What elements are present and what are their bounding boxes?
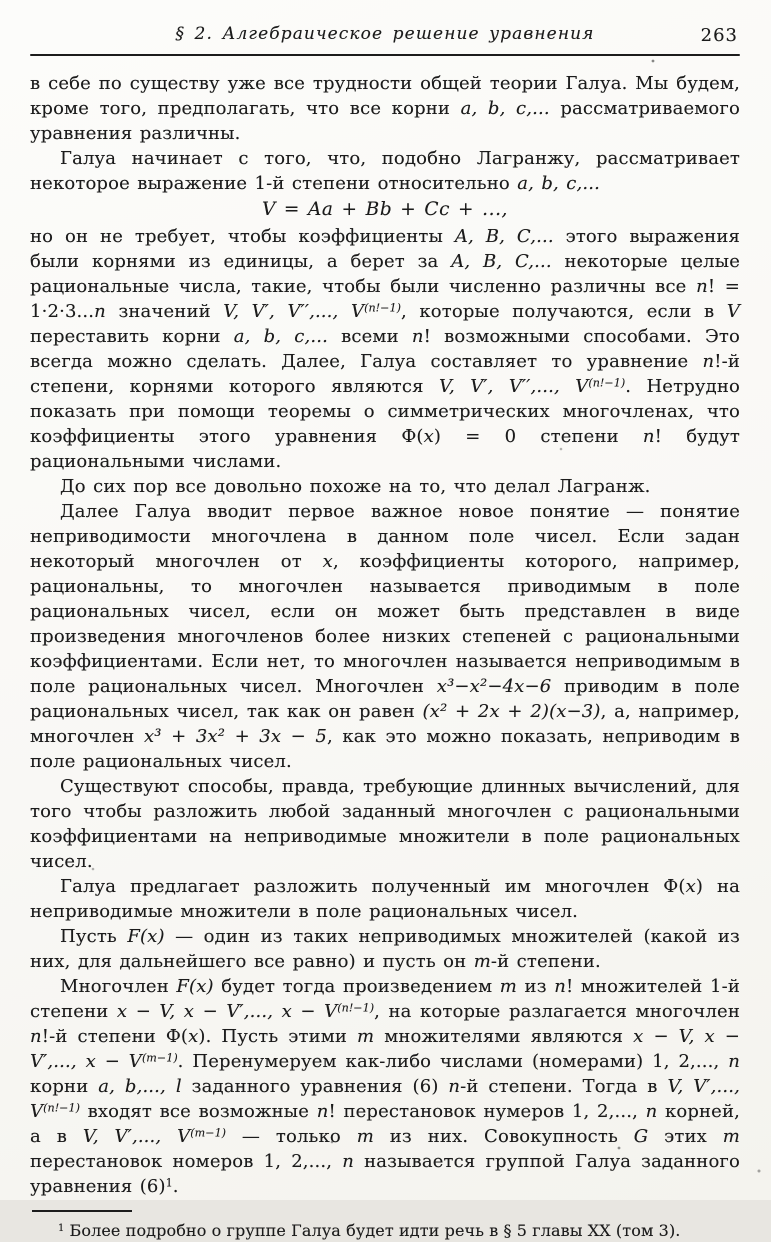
text-run: Более подробно о группе Галуа будет идти речь в § 5 главы XX (том 3). [64,1221,681,1240]
text-run: — один из таких неприводимых множителей (какой из них, для дальнейшего все равно) и пусть он [30,926,740,972]
text-run: ! множителей 1-й степени [30,976,740,1022]
math-run: x³−x²−4x−6 [436,676,552,697]
superscript: (n!−1) [364,301,401,315]
math-run: A, B, C,... [454,226,554,247]
text-run: ! перестановок нумеров 1, 2,..., [328,1101,646,1122]
text-run: приводим в поле рациональных чисел, так как он равен [30,676,740,722]
text-run: перестановок номеров 1, 2,..., [30,1151,343,1172]
text-run: . [172,1176,179,1197]
text-run: заданного уравнения (6) [181,1076,449,1097]
text-run: этого выражения были корнями из единицы, а берет за [30,226,740,272]
text-run: но он не требует, чтобы коэффициенты [30,226,455,247]
text-run: в себе по существу уже все трудности общей теории Галуа. Мы будем, кроме того, предполагать, что все корни [30,73,740,119]
text-run: Существуют способы, правда, требующие длинных вычислений, для того чтобы разложить любой заданный многочлен с рациональными коэффициентами на неприводимые множители в поле рациональных чисел. [30,776,740,872]
math-run: V, V′,..., V [30,1076,740,1122]
math-run: m [356,1126,374,1147]
text-run: ! будут рациональными числами. [30,426,740,472]
math-run: n [728,1051,740,1072]
math-run: a, b, c,... [233,326,328,347]
text-run: -й степени. Тогда в [460,1076,668,1097]
math-run: a, b,..., l [98,1076,182,1097]
footnote-area [30,1210,740,1242]
text-run: !-й степени Ф( [41,1026,189,1047]
math-run: n [94,301,106,322]
text-run: — только [226,1126,357,1147]
text-run: входят все возможные [79,1101,317,1122]
text-run: , коэффициенты которого, например, рациональны, то многочлен называется приводимым в поле рациональных чисел, если он может быть представлен в виде произведения многочленов более низких степеней с рациональными коэффициентами. Если нет, то многочлен называется неприводимым в поле рациональных чисел. Многочлен [30,551,740,697]
text-run: ! = 1·2·3... [30,276,740,322]
math-run: V, V′,..., V [82,1126,191,1147]
math-run: n [702,351,715,372]
text-run: множителями являются [374,1026,634,1047]
paragraph [30,974,740,1199]
paragraph [30,71,740,146]
text-run: , а, например, многочлен [30,701,740,747]
footnote-text [30,1220,740,1242]
math-run: x [423,426,434,447]
text-run: Пусть [60,926,128,947]
math-run: m [357,1026,375,1047]
text-run: значений [105,301,224,322]
text-run: называется группой Галуа заданного уравнения (6) [30,1151,740,1197]
text-run: ). Пусть этими [198,1026,358,1047]
math-run: m [473,951,491,972]
section-heading: § 2. Алгебраическое решение уравнения [175,24,595,44]
math-run: A, B, C,... [451,251,552,272]
text-run: , как это можно показать, неприводим в поле рациональных чисел. [30,726,740,772]
math-run: m [499,976,518,997]
paragraph [30,924,740,974]
superscript: (m−1) [141,1051,178,1065]
text-run: ) = 0 степени [433,426,643,447]
math-run: m [722,1126,740,1147]
text-run: До сих пор все довольно похоже на то, что делал Лагранж. [60,476,651,497]
text-run: будет тогда произведением [213,976,500,997]
math-run: F(x) [176,976,214,997]
text-run: из [517,976,555,997]
page-number: 263 [700,25,738,46]
paragraph [30,146,740,196]
text-run: Далее Галуа вводит первое важное новое понятие — понятие неприводимости многочлена в данном поле чисел. Если задан некоторый многочлен от [30,501,740,572]
paragraph [30,774,740,874]
math-run: V, V′, V′′,..., V [223,301,365,322]
math-run: a, b, c,... [517,173,600,194]
text-run: корни [30,1076,99,1097]
math-run: n [448,1076,461,1097]
superscript: (n!−1) [43,1101,80,1115]
superscript: (n!−1) [588,376,626,390]
math-run: (x² + 2x + 2)(x−3) [422,701,601,722]
text-run: ) на неприводимые множители в поле рациональных чисел. [30,876,740,922]
text-run: из них. Совокупность [373,1126,634,1147]
paragraph [30,874,740,924]
scan-noise-dots [0,0,2,2]
paragraph [30,474,740,499]
display-formula [30,197,740,223]
text-run: ! возможными способами. Это всегда можно сделать. Далее, Галуа составляет то уравнение [30,326,740,372]
text-run: Многочлен [60,976,177,997]
text-run: -й степени. [490,951,601,972]
text-run: этих [648,1126,723,1147]
superscript: (n!−1) [337,1001,375,1015]
text-run: рассматриваемого уравнения различны. [30,98,740,144]
text-run: . Нетрудно показать при помощи теоремы о симметрических многочленах, что коэффициенты этого уравнения Ф( [30,376,740,447]
text-run: , которые получаются, если в [400,301,727,322]
page-body [30,71,740,1199]
math-run: n [411,326,424,347]
math-run: n [342,1151,354,1172]
footnote-rule [32,1210,132,1212]
text-run: . Перенумеруем как-либо числами (номерами) 1, 2,..., [177,1051,729,1072]
math-run: x − V, x − V′,..., x − V [30,1026,740,1072]
math-run: n [316,1101,329,1122]
math-run: x [322,551,333,572]
math-run: x³ + 3x² + 3x − 5 [143,726,328,747]
math-run: V, V′, V′′,..., V [439,376,589,397]
math-run: a, b, c,... [460,98,550,119]
header-rule [30,54,740,56]
math-run: n [696,276,708,297]
math-run: n [642,426,655,447]
math-run: V = Aa + Bb + Cc + ..., [261,199,509,220]
superscript: 1 [58,1223,65,1235]
text-run: некоторые целые рациональные числа, такие, чтобы были численно различны все [30,251,740,297]
superscript: (m−1) [190,1126,227,1140]
text-run: корней, а в [30,1101,740,1147]
paragraph [30,499,740,774]
math-run: x − V, x − V′,..., x − V [116,1001,338,1022]
text-run: всеми [328,326,412,347]
math-run: n [645,1101,658,1122]
math-run: V [726,301,740,322]
math-run: G [633,1126,649,1147]
math-run: x [188,1026,199,1047]
paragraph [30,224,740,474]
math-run: F(x) [127,926,165,947]
text-run: переставить корни [30,326,234,347]
running-head [30,24,740,51]
text-run: !-й степени, корнями которого являются [30,351,740,397]
superscript: 1 [165,1176,173,1190]
text-run: Галуа предлагает разложить полученный им многочлен Ф( [60,876,686,897]
text-run: Галуа начинает с того, что, подобно Лагранжу, рассматривает некоторое выражение 1-й степени относительно [30,148,740,194]
math-run: n [30,1026,42,1047]
text-run: , на которые разлагается многочлен [374,1001,740,1022]
math-run: x [685,876,696,897]
math-run: n [554,976,566,997]
